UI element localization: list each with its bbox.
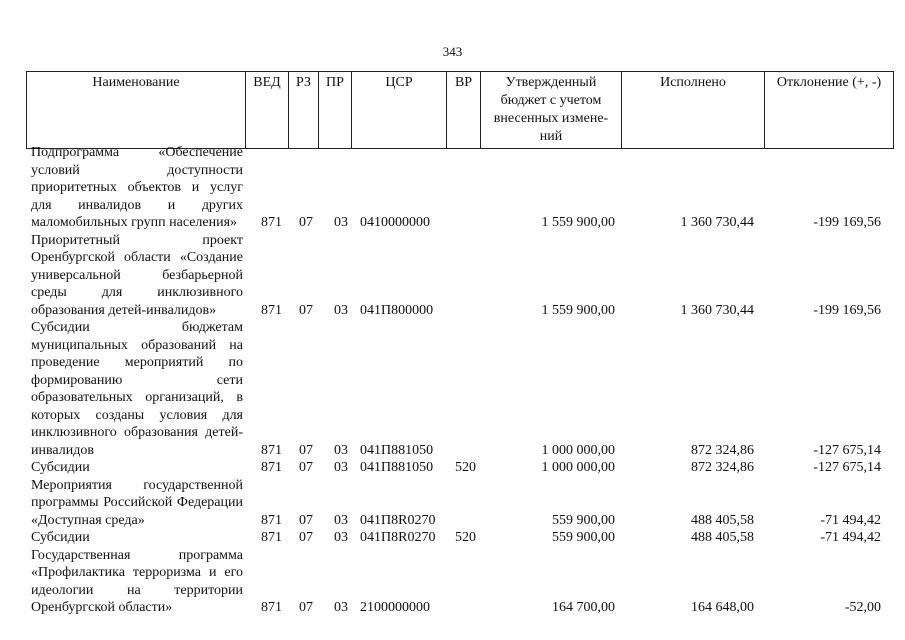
header-executed: Исполнено bbox=[622, 72, 765, 149]
cell-budget: 1 559 900,00 bbox=[541, 302, 615, 318]
cell-vr: 520 bbox=[455, 530, 476, 545]
table-row bbox=[0, 232, 905, 320]
table-row bbox=[0, 144, 905, 232]
cell-rz: 07 bbox=[299, 512, 313, 528]
cell-budget: 1 559 900,00 bbox=[541, 215, 615, 230]
cell-pr: 03 bbox=[334, 215, 348, 230]
cell-rz: 07 bbox=[299, 215, 313, 230]
cell-executed: 872 324,86 bbox=[691, 442, 754, 458]
row-name: Мероприятия государственной программы Российской Федерации «Доступная среда» bbox=[31, 477, 243, 528]
cell-csr: 041П8R0270 bbox=[360, 512, 436, 528]
table-row bbox=[0, 319, 905, 459]
table-row bbox=[0, 459, 905, 477]
cell-budget: 559 900,00 bbox=[552, 512, 615, 528]
table-row bbox=[0, 529, 905, 547]
cell-csr: 041П881050 bbox=[360, 442, 434, 458]
row-name: Субсидии бюджетам муниципальных образований на проведение мероприятий по формированию сети образовательных организаций, в которых созданы условия для инклюзивного образования детей-инвалидов bbox=[31, 320, 243, 458]
cell-pr: 03 bbox=[334, 512, 348, 528]
header-deviation: Отклонение (+, -) bbox=[765, 72, 894, 149]
cell-ved: 871 bbox=[261, 302, 282, 318]
cell-vr: 520 bbox=[455, 460, 476, 475]
cell-csr: 041П8R0270 bbox=[360, 530, 436, 545]
cell-csr: 0410000000 bbox=[360, 215, 430, 230]
cell-rz: 07 bbox=[299, 600, 313, 615]
row-name: Государственная программа «Профилактика терроризма и его идеологии на территории Оренбургской области» bbox=[31, 547, 243, 615]
cell-deviation: -199 169,56 bbox=[813, 302, 881, 318]
cell-rz: 07 bbox=[299, 460, 313, 475]
header-csr: ЦСР bbox=[352, 72, 447, 149]
cell-ved: 871 bbox=[261, 460, 282, 475]
cell-ved: 871 bbox=[261, 442, 282, 458]
cell-budget: 559 900,00 bbox=[552, 530, 615, 545]
cell-deviation: -199 169,56 bbox=[813, 215, 881, 230]
header-budget: Утвержденный бюджет с учетом внесенных измене-ний bbox=[481, 72, 622, 149]
cell-deviation: -127 675,14 bbox=[813, 460, 881, 475]
row-name: Субсидии bbox=[31, 530, 90, 545]
cell-executed: 488 405,58 bbox=[691, 512, 754, 528]
cell-executed: 1 360 730,44 bbox=[680, 215, 754, 230]
cell-pr: 03 bbox=[334, 442, 348, 458]
cell-executed: 488 405,58 bbox=[691, 530, 754, 545]
cell-deviation: -127 675,14 bbox=[813, 442, 881, 458]
cell-budget: 164 700,00 bbox=[552, 600, 615, 615]
table-body bbox=[0, 144, 905, 617]
page-number: 343 bbox=[442, 44, 463, 59]
cell-csr: 2100000000 bbox=[360, 600, 430, 615]
cell-ved: 871 bbox=[261, 530, 282, 545]
cell-pr: 03 bbox=[334, 302, 348, 318]
header-rz: РЗ bbox=[289, 72, 319, 149]
table-row bbox=[0, 477, 905, 530]
cell-pr: 03 bbox=[334, 460, 348, 475]
header-vr: ВР bbox=[447, 72, 481, 149]
cell-csr: 041П800000 bbox=[360, 302, 434, 318]
cell-rz: 07 bbox=[299, 530, 313, 545]
header-pr: ПР bbox=[319, 72, 352, 149]
cell-executed: 872 324,86 bbox=[691, 460, 754, 475]
cell-rz: 07 bbox=[299, 442, 313, 458]
cell-deviation: -71 494,42 bbox=[820, 512, 881, 528]
row-name: Приоритетный проект Оренбургской области «Создание универсальной безбарьерной среды для инклюзивного образования детей-инвалидов» bbox=[31, 232, 243, 318]
cell-executed: 164 648,00 bbox=[691, 600, 754, 615]
cell-deviation: -71 494,42 bbox=[820, 530, 881, 545]
cell-pr: 03 bbox=[334, 530, 348, 545]
table-row bbox=[0, 547, 905, 617]
cell-pr: 03 bbox=[334, 600, 348, 615]
row-name: Подпрограмма «Обеспечение условий доступности приоритетных объектов и услуг для инвалидов и других маломобильных групп населения» bbox=[31, 145, 243, 230]
row-name: Субсидии bbox=[31, 460, 90, 475]
header-name: Наименование bbox=[27, 72, 246, 149]
cell-deviation: -52,00 bbox=[844, 600, 881, 615]
cell-ved: 871 bbox=[261, 215, 282, 230]
cell-csr: 041П881050 bbox=[360, 460, 434, 475]
table-header bbox=[26, 71, 894, 149]
cell-executed: 1 360 730,44 bbox=[680, 302, 754, 318]
cell-ved: 871 bbox=[261, 512, 282, 528]
cell-budget: 1 000 000,00 bbox=[541, 442, 615, 458]
header-ved: ВЕД bbox=[246, 72, 289, 149]
cell-ved: 871 bbox=[261, 600, 282, 615]
cell-rz: 07 bbox=[299, 302, 313, 318]
cell-budget: 1 000 000,00 bbox=[541, 460, 615, 475]
